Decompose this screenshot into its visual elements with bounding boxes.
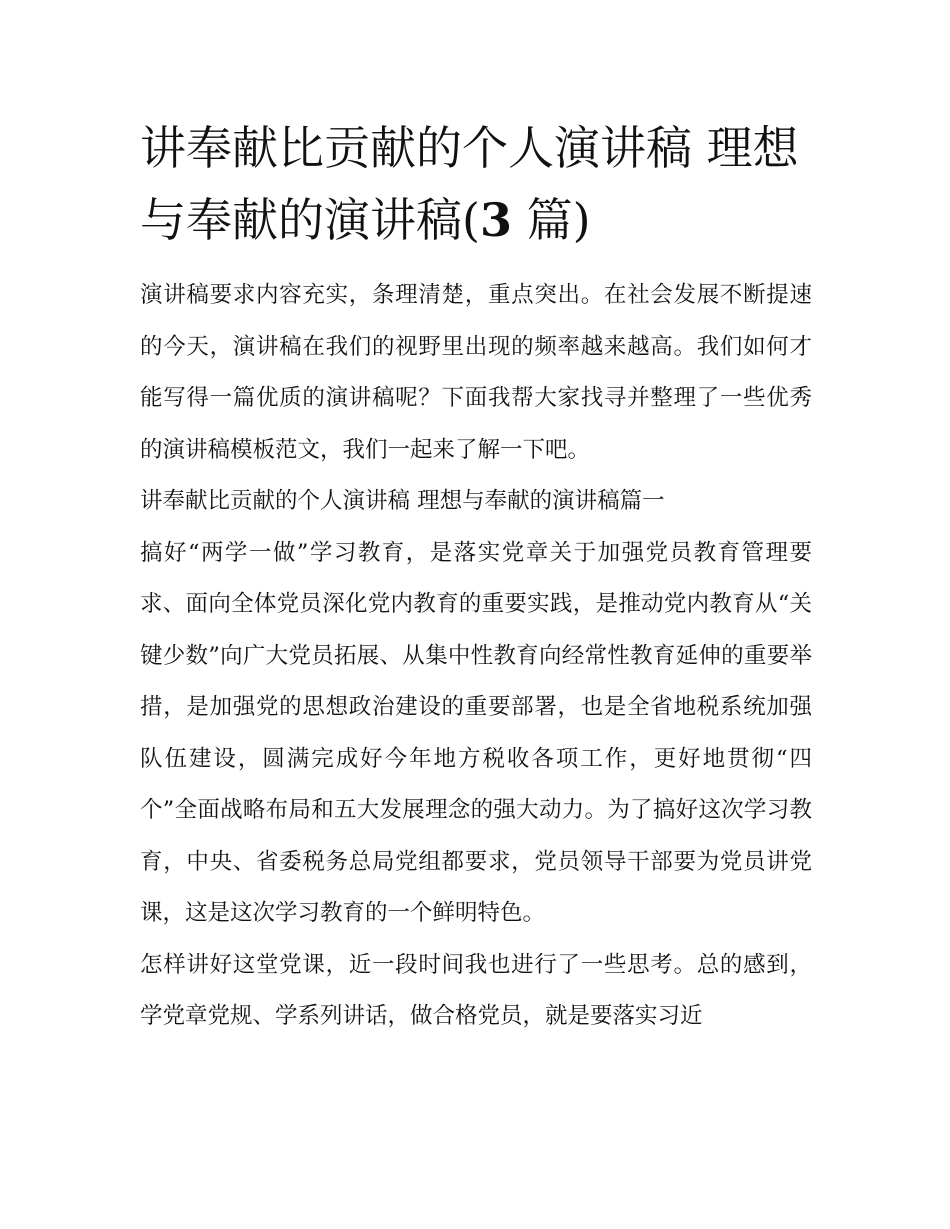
document-title	[140, 112, 812, 256]
body-paragraph: 搞好“两学一做”学习教育，是落实党章关于加强党员教育管理要求、面向全体党员深化党内教育的重要实践，是推动党内教育从“关键少数”向广大党员拓展、从集中性教育向经常性教育延伸的重要举措，是加强党的思想政治建设的重要部署，也是全省地税系统加强队伍建设，圆满完成好今年地方税收各项工作，更好地贯彻“四个”全面战略布局和五大发展理念的强大动力。为了搞好这次学习教育，中央、省委税务总局党组都要求，党员领导干部要为党员讲党课，这是这次学习教育的一个鲜明特色。	[140, 539, 812, 926]
title-main: 讲奉献比贡献的个人演讲稿 理想与奉献的演讲稿(	[140, 121, 799, 247]
section-heading: 讲奉献比贡献的个人演讲稿 理想与奉献的演讲稿篇一	[140, 488, 665, 514]
title-tail: 篇)	[511, 193, 591, 247]
body-paragraph: 怎样讲好这堂党课，近一段时间我也进行了一些思考。总的感到，学党章党规、学系列讲话，做合格党员，就是要落实习近	[140, 951, 812, 1029]
intro-paragraph: 演讲稿要求内容充实，条理清楚，重点突出。在社会发展不断提速的今天，演讲稿在我们的视野里出现的频率越来越高。我们如何才能写得一篇优质的演讲稿呢？下面我帮大家找寻并整理了一些优秀的演讲稿模板范文，我们一起来了解一下吧。	[140, 282, 812, 463]
title-count: 3	[479, 193, 512, 247]
document-content	[140, 112, 812, 1043]
